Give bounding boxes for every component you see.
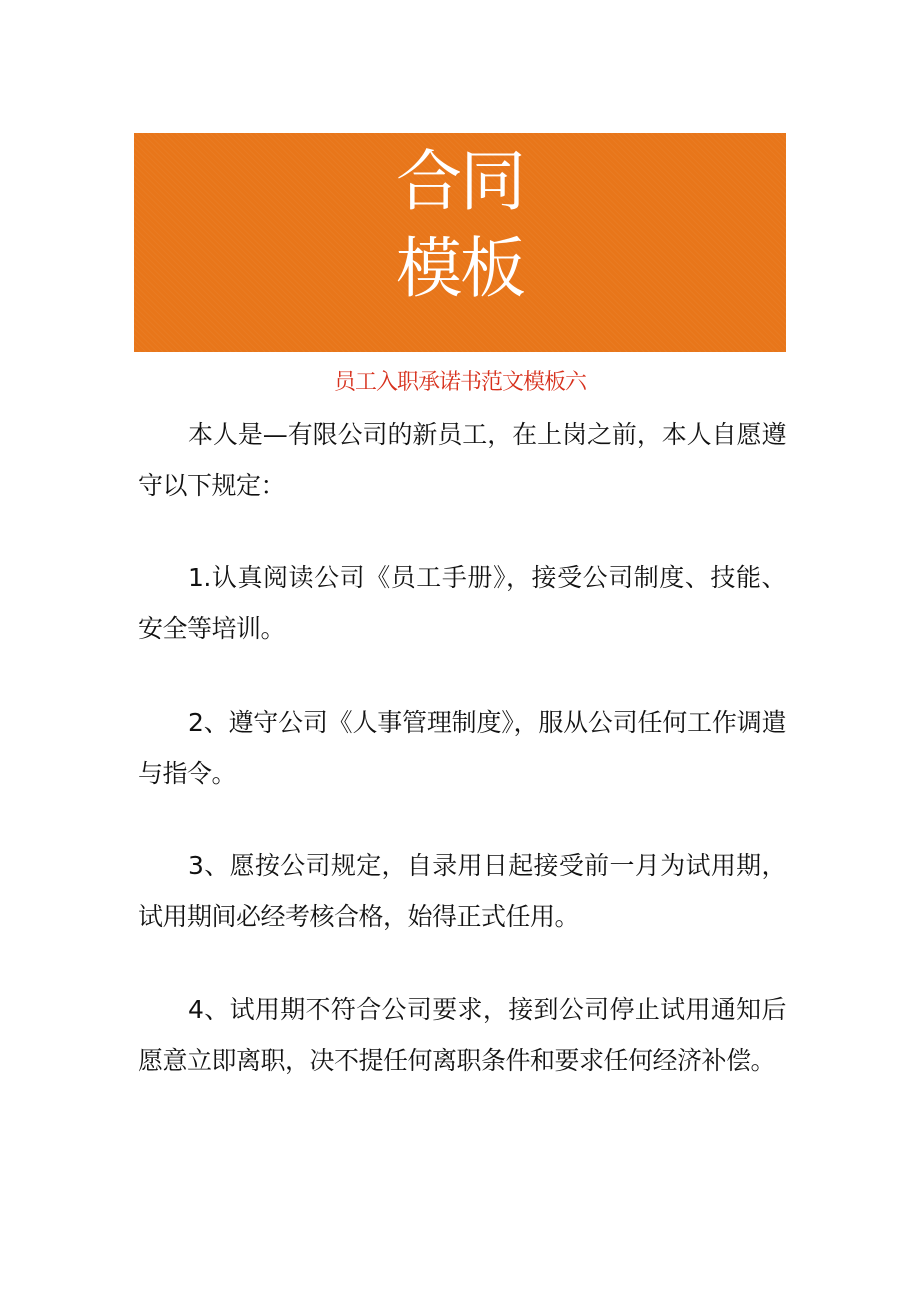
clause-4: 4、试用期不符合公司要求，接到公司停止试用通知后愿意立即离职，决不提任何离职条件和要求任何经济补偿。 bbox=[138, 995, 786, 1075]
banner-title-line-1: 合同 bbox=[396, 143, 524, 220]
banner-title-line-2: 模板 bbox=[396, 230, 524, 307]
clause-3: 3、愿按公司规定，自录用日起接受前一月为试用期，试用期间必经考核合格，始得正式任用。 bbox=[138, 851, 786, 931]
document-title: 员工入职承诺书范文模板六 bbox=[333, 370, 586, 395]
intro-paragraph: 本人是—有限公司的新员工，在上岗之前，本人自愿遵守以下规定： bbox=[138, 420, 786, 500]
clause-2: 2、遵守公司《人事管理制度》，服从公司任何工作调遣与指令。 bbox=[138, 708, 786, 788]
clause-1: 1.认真阅读公司《员工手册》，接受公司制度、技能、安全等培训。 bbox=[138, 563, 786, 643]
